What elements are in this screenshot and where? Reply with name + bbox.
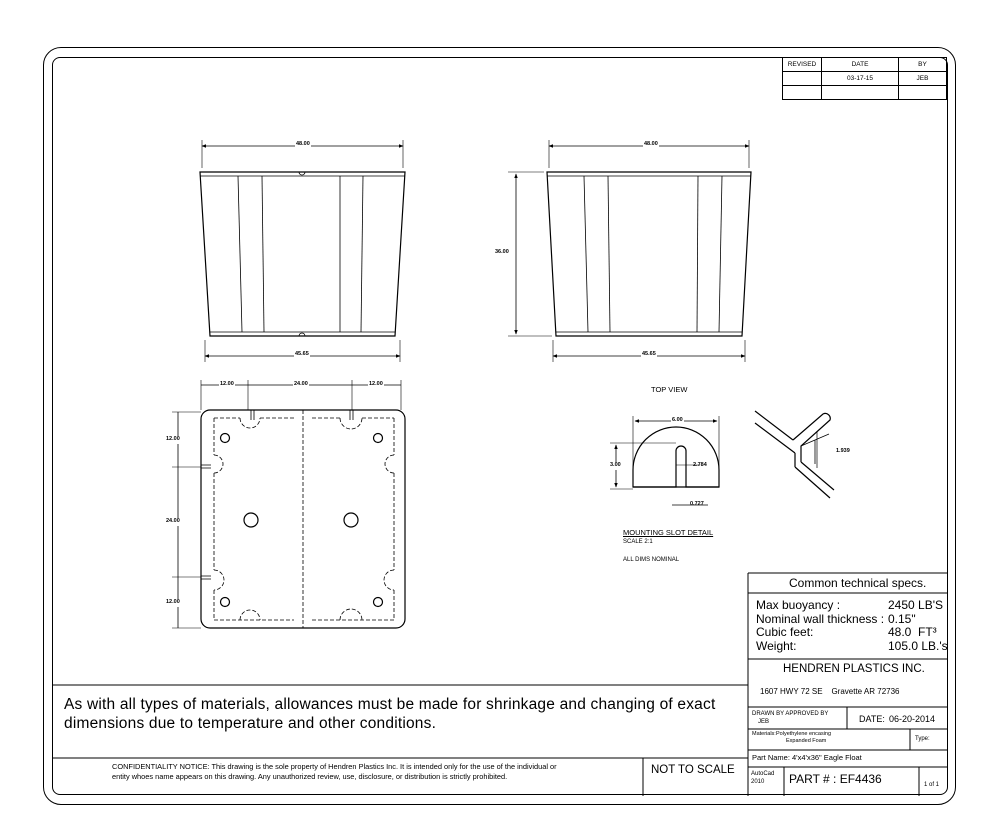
slot-detail-note: ALL DIMS NOMINAL — [623, 557, 680, 563]
slot-detail-title: MOUNTING SLOT DETAIL — [623, 528, 714, 537]
left-dim-middle: 24.00 — [166, 518, 180, 524]
shrinkage-note — [64, 695, 715, 733]
spec-value: 105.0 LB.'s — [888, 638, 948, 653]
date-value: 06-20-2014 — [889, 714, 936, 724]
spec-row — [756, 626, 946, 640]
side-bottom-dimension: 45.65 — [642, 351, 656, 357]
front-bottom-dimension: 45.65 — [295, 351, 309, 357]
front-top-dimension: 48.00 — [296, 141, 310, 147]
shrinkage-note-line2: dimensions due to temperature and other conditions. — [64, 715, 437, 732]
company-address: 1607 HWY 72 SE Gravette AR 72736 — [760, 687, 900, 696]
slot-height-dimension: 3.00 — [610, 462, 621, 468]
top-dim-center: 24.00 — [294, 381, 308, 387]
rev-header-date: DATE — [822, 58, 899, 72]
iso-dimension: 1.939 — [836, 448, 850, 454]
sheet-number: 1 of 1 — [924, 782, 940, 788]
rev-header-by: BY — [899, 58, 947, 72]
confidentiality-notice — [112, 762, 632, 782]
side-height-dimension: 36.00 — [495, 249, 509, 255]
date-label: DATE: — [859, 714, 885, 724]
left-dim-top: 12.00 — [166, 436, 180, 442]
top-view-label: TOP VIEW — [651, 385, 688, 394]
software-line1: AutoCad — [751, 771, 775, 777]
spec-label: Weight: — [756, 638, 797, 653]
slot-detail-section — [610, 416, 719, 505]
spec-label: Nominal wall thickness : — [756, 611, 885, 626]
side-view — [508, 140, 751, 362]
specs-rows — [756, 599, 946, 653]
slot-depth-dimension: 2.784 — [693, 462, 707, 468]
shrinkage-note-line1: As with all types of materials, allowances must be made for shrinkage and changing of exact — [64, 696, 716, 713]
front-view — [200, 140, 405, 362]
specs-title: Common technical specs. — [789, 576, 927, 590]
part-number: PART # : EF4436 — [789, 772, 882, 786]
left-dim-bottom: 12.00 — [166, 599, 180, 605]
spec-value: 48.0 FT³ — [888, 625, 937, 639]
slot-detail-scale: SCALE 2:1 — [623, 539, 653, 545]
slot-isometric — [755, 411, 834, 498]
spec-value: 2450 LB'S — [888, 598, 944, 612]
spec-row — [756, 613, 946, 627]
spec-row — [756, 599, 946, 613]
spec-value: 0.15" — [888, 611, 916, 626]
company-name: HENDREN PLASTICS INC. — [783, 663, 925, 675]
confidentiality-line1: CONFIDENTIALITY NOTICE: This drawing is the sole property of Hendren Plastics Inc. It is intended only for the use of the individual or — [112, 762, 557, 771]
slot-width-dimension: 6.00 — [672, 417, 683, 423]
confidentiality-line2: entity whoes name appears on this drawing. Any unauthorized review, use, disclosure, or distribution is strictly prohibited. — [112, 772, 508, 781]
materials-line2: Expanded Foam — [786, 738, 827, 744]
part-name: Part Name: 4'x4'x36" Eagle Float — [752, 753, 862, 762]
side-top-dimension: 48.00 — [644, 141, 658, 147]
spec-row — [756, 640, 946, 654]
type-label: Type: — [915, 736, 930, 742]
software-line2: 2010 — [751, 779, 765, 785]
slot-gap-dimension: 0.727 — [690, 501, 704, 507]
materials-label: Materials: — [752, 731, 776, 737]
top-dim-right: 12.00 — [369, 381, 383, 387]
drawn-by-value: JEB — [758, 719, 770, 725]
top-dim-left: 12.00 — [220, 381, 234, 387]
rev-cell: JEB — [899, 72, 947, 86]
drawn-by-label: DRAWN BY APPROVED BY — [752, 711, 829, 717]
top-view-plan — [172, 380, 405, 628]
scale-note: NOT TO SCALE — [651, 764, 735, 776]
spec-label: Cubic feet: — [756, 625, 814, 639]
rev-header-revised: REVISED — [783, 58, 822, 72]
rev-cell: 03-17-15 — [822, 72, 899, 86]
materials-line1: Polyethylene encasing — [776, 731, 832, 737]
spec-label: Max buoyancy : — [756, 598, 841, 612]
